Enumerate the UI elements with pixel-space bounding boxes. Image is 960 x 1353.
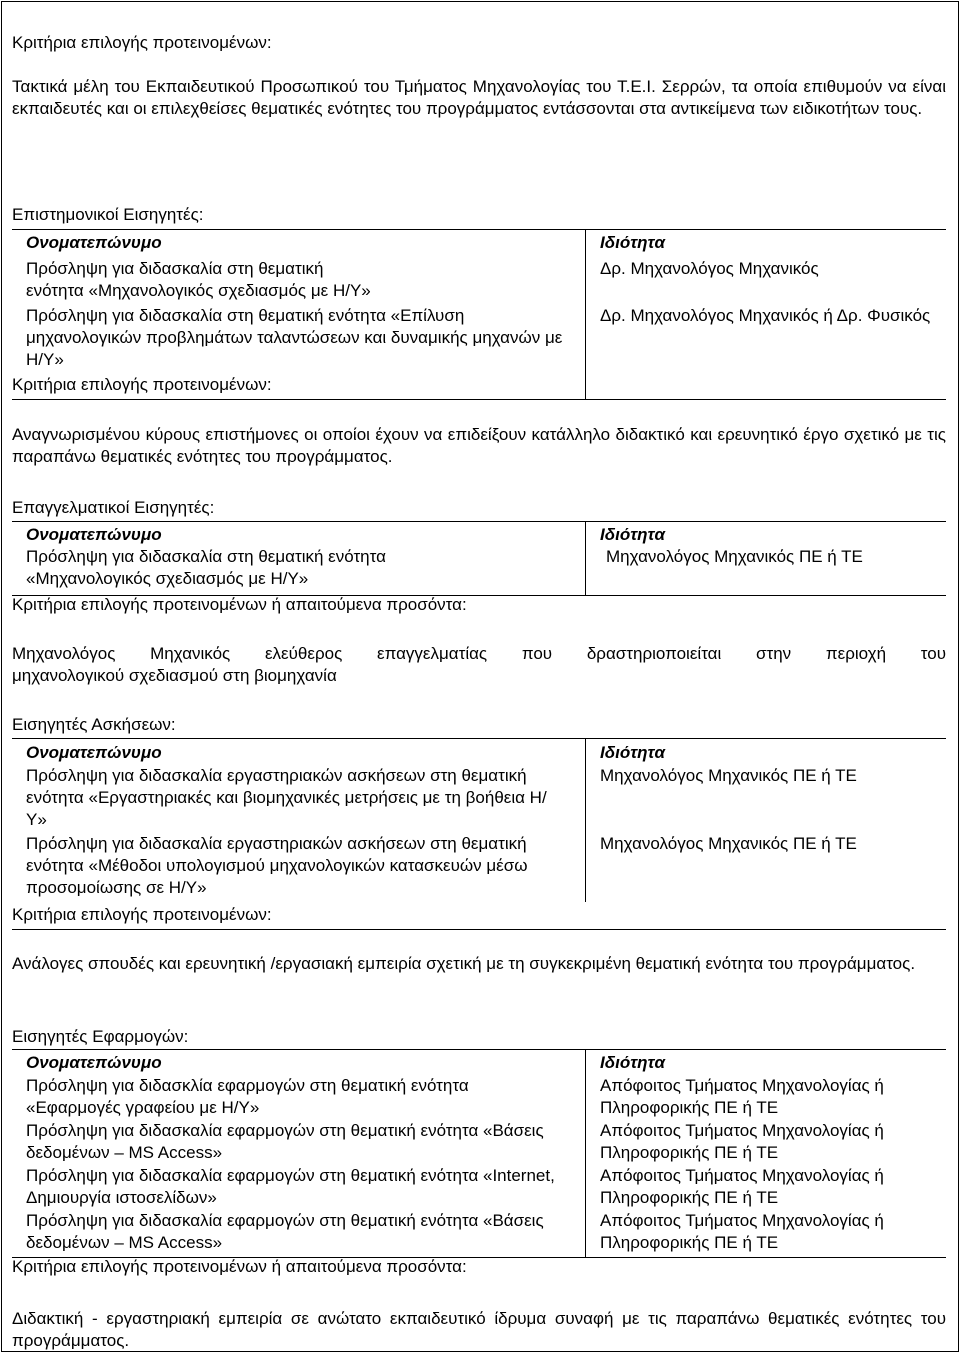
applications-row-4-name: Πρόσληψη για διδασκαλία εφαρμογών στη θεματική ενότητα «Βάσεις δεδομένων – MS Access» (26, 1211, 544, 1252)
applications-row-1-specialty: Απόφοιτος Τμήματος Μηχανολογίας ή Πληροφορικής ΠΕ ή ΤΕ (600, 1076, 884, 1117)
scientific-criteria-text: Αναγνωρισμένου κύρους επιστήμονες οι οποίοι έχουν να επιδείξουν κατάλληλο διδακτικό και ερευνητικό έργο σχετικό με τις παραπάνω θεματικές ενότητες του προγράμματος. (12, 425, 946, 466)
scientific-row-1-specialty: Δρ. Μηχανολόγος Μηχανικός (600, 259, 819, 278)
exercises-criteria-text: Ανάλογες σπουδές και ερευνητική /εργασιακή εμπειρία σχετική με τη συγκεκριμένη θεματική ενότητα του προγράμματος. (12, 954, 916, 973)
intro-heading: Κριτήρια επιλογής προτεινομένων: (12, 33, 272, 52)
applications-criteria-text: Διδακτική - εργαστηριακή εμπειρία σε ανώτατο εκπαιδευτικό ίδρυμα συναφή με τις παραπάνω θεματικές ενότητες του προγράμματος. (12, 1309, 946, 1350)
intro-text: Τακτικά μέλη του Εκπαιδευτικού Προσωπικού του Τμήματος Μηχανολογίας του Τ.Ε.Ι. Σερρών, τα οποία επιθυμούν να είναι εκπαιδευτές και οι επιλεχθείσες θεματικές ενότητες του προγράμματος εντάσσονται στα αντικείμενα των ειδικοτήτων τους. (12, 77, 946, 118)
applications-heading: Εισηγητές Εφαρμογών: (12, 1027, 189, 1046)
scientific-row-2-name: Πρόσληψη για διδασκαλία στη θεματική ενότητα «Επίλυση μηχανολογικών προβλημάτων ταλαντώσεων και δυναμικής μηχανών με Η/Υ» (26, 306, 563, 369)
applications-row-3-name: Πρόσληψη για διδασκαλία εφαρμογών στη θεματική ενότητα «Internet, Δημιουργία ιστοσελίδων» (26, 1166, 555, 1207)
scientific-col-name: Ονοματεπώνυμο (26, 233, 162, 252)
scientific-criteria-label: Κριτήρια επιλογής προτεινομένων: (12, 375, 272, 394)
professional-criteria-label: Κριτήρια επιλογής προτεινομένων ή απαιτούμενα προσόντα: (12, 595, 467, 614)
scientific-row-1-name: Πρόσληψη για διδασκαλία στη θεματική ενότητα «Μηχανολογικός σχεδιασμός με Η/Υ» (26, 259, 371, 300)
applications-table-top-rule (12, 1049, 946, 1050)
professional-criteria-line-1: Μηχανολόγος Μηχανικός ελεύθερος επαγγελματίας που δραστηριοποιείται στην περιοχή του (12, 644, 946, 663)
professional-col-specialty: Ιδιότητα (600, 525, 666, 544)
professional-col-name: Ονοματεπώνυμο (26, 525, 162, 544)
scientific-col-specialty: Ιδιότητα (600, 233, 666, 252)
applications-row-2-specialty: Απόφοιτος Τμήματος Μηχανολογίας ή Πληροφορικής ΠΕ ή ΤΕ (600, 1121, 884, 1162)
applications-row-4-specialty: Απόφοιτος Τμήματος Μηχανολογίας ή Πληροφορικής ΠΕ ή ΤΕ (600, 1211, 884, 1252)
scientific-heading: Επιστημονικοί Εισηγητές: (12, 205, 204, 224)
exercises-heading: Εισηγητές Ασκήσεων: (12, 715, 176, 734)
scientific-table-bottom-rule (12, 399, 946, 400)
scientific-table-top-rule (12, 229, 946, 230)
applications-row-3-specialty: Απόφοιτος Τμήματος Μηχανολογίας ή Πληροφορικής ΠΕ ή ΤΕ (600, 1166, 884, 1207)
exercises-row-2-name: Πρόσληψη για διδασκαλία εργαστηριακών ασκήσεων στη θεματική ενότητα «Μέθοδοι υπολογισμού μηχανολογικών κατασκευών μέσω προσομοίωσης σε Η/Υ» (26, 834, 528, 897)
applications-table-divider (585, 1049, 586, 1257)
exercises-table-bottom-rule (12, 929, 946, 930)
exercises-table-divider (585, 738, 586, 902)
applications-col-specialty: Ιδιότητα (600, 1053, 666, 1072)
exercises-col-specialty: Ιδιότητα (600, 743, 666, 762)
professional-heading: Επαγγελματικοί Εισηγητές: (12, 498, 215, 517)
exercises-col-name: Ονοματεπώνυμο (26, 743, 162, 762)
exercises-row-2-specialty: Μηχανολόγος Μηχανικός ΠΕ ή ΤΕ (600, 834, 857, 853)
scientific-table-divider (585, 229, 586, 399)
professional-row-1-specialty: Μηχανολόγος Μηχανικός ΠΕ ή ΤΕ (606, 547, 863, 566)
applications-row-1-name: Πρόσληψη για διδασκλία εφαρμογών στη θεματική ενότητα «Εφαρμογές γραφείου με Η/Υ» (26, 1076, 469, 1117)
professional-table-divider (585, 521, 586, 595)
exercises-criteria-label: Κριτήρια επιλογής προτεινομένων: (12, 905, 272, 924)
exercises-row-1-name: Πρόσληψη για διδασκαλία εργαστηριακών ασκήσεων στη θεματική ενότητα «Εργαστηριακές και βιομηχανικές μετρήσεις με τη βοήθεια Η/Υ» (26, 766, 547, 829)
professional-row-1-name: Πρόσληψη για διδασκαλία στη θεματική ενότητα «Μηχανολογικός σχεδιασμός με Η/Υ» (26, 547, 386, 588)
exercises-row-1-specialty: Μηχανολόγος Μηχανικός ΠΕ ή ΤΕ (600, 766, 857, 785)
professional-criteria-line-2: μηχανολογικού σχεδιασμού στη βιομηχανία (12, 666, 337, 685)
scientific-row-2-specialty: Δρ. Μηχανολόγος Μηχανικός ή Δρ. Φυσικός (600, 306, 931, 325)
exercises-table-top-rule (12, 738, 946, 739)
applications-col-name: Ονοματεπώνυμο (26, 1053, 162, 1072)
applications-criteria-label: Κριτήρια επιλογής προτεινομένων ή απαιτούμενα προσόντα: (12, 1257, 467, 1276)
professional-table-top-rule (12, 521, 946, 522)
applications-row-2-name: Πρόσληψη για διδασκαλία εφαρμογών στη θεματική ενότητα «Βάσεις δεδομένων – MS Access» (26, 1121, 544, 1162)
